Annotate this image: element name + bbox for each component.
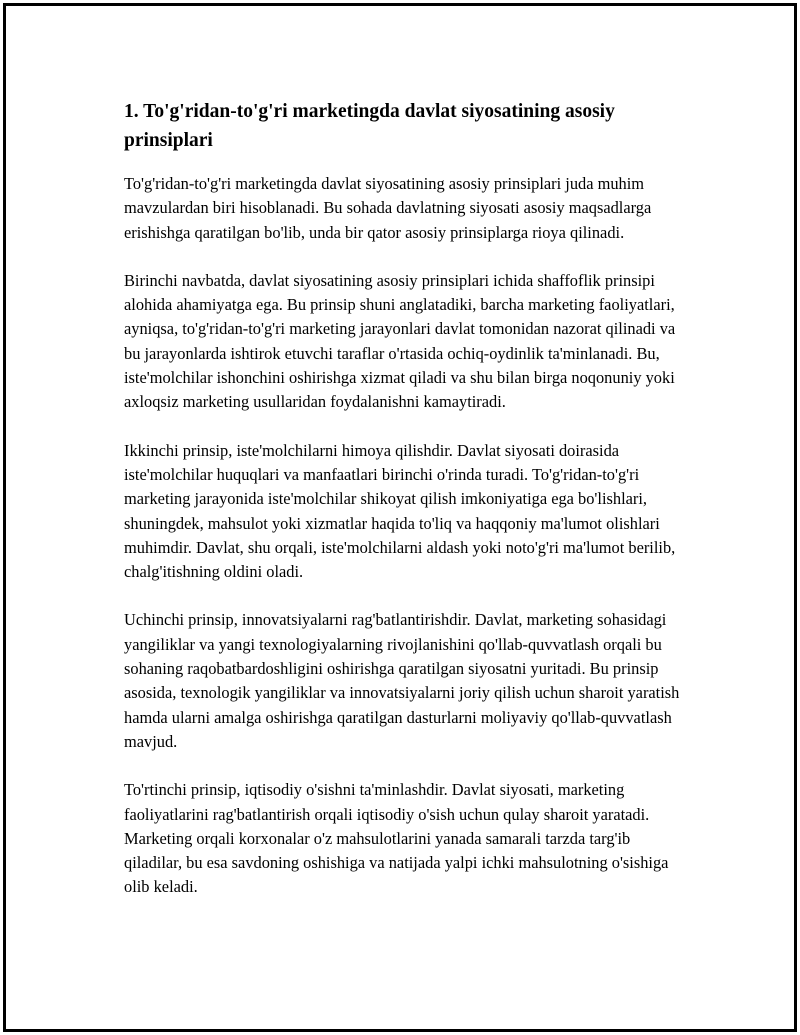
section-heading: 1. To'g'ridan-to'g'ri marketingda davlat siyosatining asosiy prinsiplari [124, 101, 615, 151]
paragraph-transparency: Birinchi navbatda, davlat siyosatining asosiy prinsiplari ichida shaffoflik prinsipi alohida ahamiyatga ega. Bu prinsip shuni anglatadiki, barcha marketing faoliyatlari, ayniqsa, to'g'ridan-to'g'ri marketing jarayonlari davlat tomonidan nazorat qilinadi va bu jarayonlarda ishtirok etuvchi taraflar o'rtasida ochiq-oydinlik ta'minlanadi. Bu, iste'molchilar ishonchini oshirishga xizmat qiladi va shu bilan birga noqonuniy yoki axloqsiz marketing usullaridan foydalanishni kamaytiradi. [124, 270, 676, 412]
paragraph-consumer-protection: Ikkinchi prinsip, iste'molchilarni himoya qilishdir. Davlat siyosati doirasida iste'molchilar huquqlari va manfaatlari birinchi o'rinda turadi. To'g'ridan-to'g'ri marketing jarayonida iste'molchilar shikoyat qilish imkoniyatiga ega bo'lishlari, shuningdek, mahsulot yoki xizmatlar haqida to'liq va haqqoniy ma'lumot olishlari muhimdir. Davlat, shu orqali, iste'molchilarni aldash yoki noto'g'ri ma'lumot berilib, chalg'itishning oldini oladi. [124, 440, 676, 582]
document-body [124, 97, 692, 924]
page-frame [3, 3, 797, 1032]
paragraph-economic-growth: To'rtinchi prinsip, iqtisodiy o'sishni ta'minlashdir. Davlat siyosati, marketing faoliyatlarini rag'batlantirish orqali iqtisodiy o'sish uchun qulay sharoit yaratadi. Marketing orqali korxonalar o'z mahsulotlarini yanada samarali tarzda targ'ib qiladilar, bu esa savdoning oshishiga va natijada yalpi ichki mahsulotning o'sishiga olib keladi. [124, 780, 669, 897]
paragraph-intro: To'g'ridan-to'g'ri marketingda davlat siyosatining asosiy prinsiplari juda muhim mavzulardan biri hisoblanadi. Bu sohada davlatning siyosati asosiy maqsadlarga erishishga qaratilgan bo'lib, unda bir qator asosiy prinsiplarga rioya qilinadi. [124, 174, 652, 242]
paragraph-innovation: Uchinchi prinsip, innovatsiyalarni rag'batlantirishdir. Davlat, marketing sohasidagi yangiliklar va yangi texnologiyalarning rivojlanishini qo'llab-quvvatlash orqali bu sohaning raqobatbardoshligini oshirishga qaratilgan siyosatni yuritadi. Bu prinsip asosida, texnologik yangiliklar va innovatsiyalarni joriy qilish uchun sharoit yaratish hamda ularni amalga oshirishga qaratilgan dasturlarni moliyaviy qo'llab-quvvatlash mavjud. [124, 610, 680, 751]
